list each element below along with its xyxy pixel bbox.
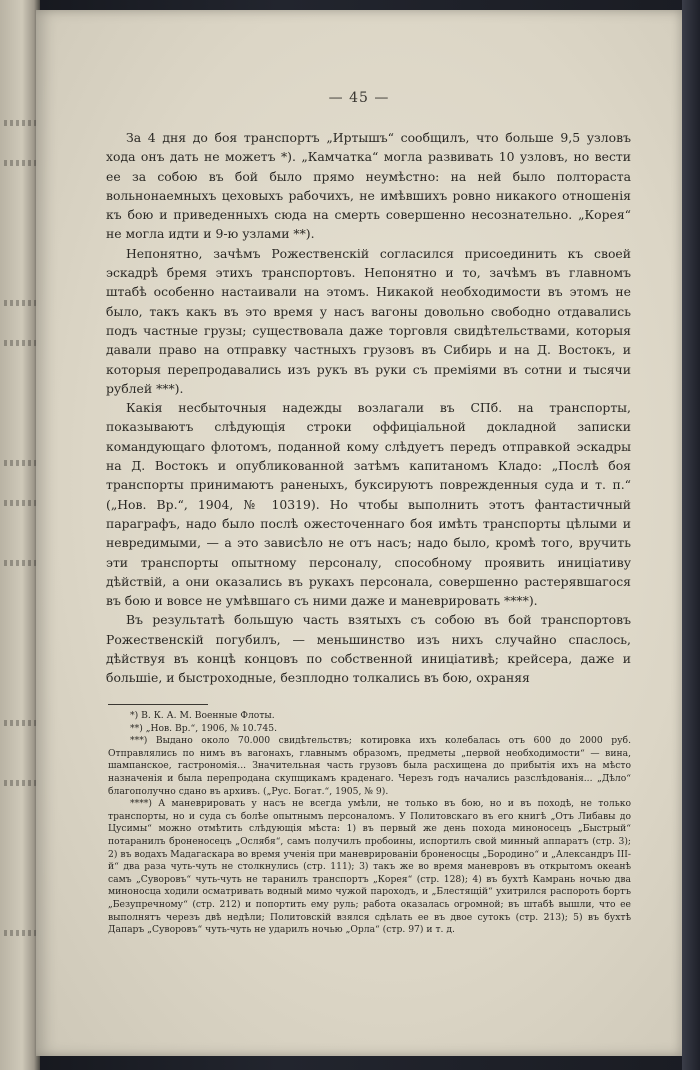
previous-page-text-fragment — [4, 720, 38, 726]
previous-page-text-fragment — [4, 460, 38, 466]
footnote-divider — [108, 704, 208, 705]
previous-page-text-fragment — [4, 780, 38, 786]
footnote: ****) А маневрировать у насъ не всегда умѣли, не только въ бою, но и въ походѣ, не только транспорты, но и суда съ болѣе опытнымъ персоналомъ. У Политовскаго въ его книгѣ „Отъ Либавы до Цусимы“ можно отмѣтить слѣдующія мѣста: 1) въ первый же день похода миноносецъ „Быстрый“ потаранилъ броненосецъ „Ослябя“, самъ получилъ пробоины, испортилъ свой минный аппаратъ (стр. 3); 2) въ водахъ Мадагаскара во время ученія при маневрированіи броненосцы „Бородино“ и „Александръ III-й“ два раза чуть-чуть не столкнулись (стр. 111); 3) такъ же во время маневровъ въ открытомъ океанѣ самъ „Суворовъ“ чуть-чуть не таранилъ транспортъ „Корея“ (стр. 128); 4) въ бухтѣ Камрань ночью два миноносца ходили осматривать водный мимо чужой пароходъ, и „Блестящій“ ухитрился распороть бортъ „Безупречному“ (стр. 212) и попортить ему руль; работа оказалась огромной; въ штабѣ вышли, что ее выполнятъ черезъ двѣ недѣли; Политовскій взялся сдѣлать ее въ двое сутокъ (стр. 213); 5) въ бухтѣ Дапаръ „Суворовъ“ чуть-чуть не ударилъ ночью „Орла“ (стр. 97) и т. д. — [108, 798, 631, 936]
previous-page-edge — [0, 0, 40, 1070]
main-text — [106, 128, 631, 688]
paragraph: Въ результатѣ большую часть взятыхъ съ собою въ бой транспортовъ Рожественскій погубилъ, — меньшинство изъ нихъ случайно спаслось, дѣйствуя въ концѣ концовъ по собственной иниціативѣ; крейсера, даже и большіе, и быстроходные, безплодно толкались въ бою, охраняя — [106, 612, 631, 686]
footnote: **) „Нов. Вр.“, 1906, № 10.745. — [130, 722, 278, 734]
book-spine — [682, 0, 700, 1070]
footnote: ***) Выдано около 70.000 свидѣтельствъ; котировка ихъ колебалась отъ 600 до 2000 руб. Отправлялись по нимъ въ вагонахъ, главнымъ образомъ, предметы „первой необходимости“ — вина, шампанское, гастрономія... Значительная часть грузовъ была расхищена до прибытія ихъ на мѣсто назначенія и была перепродана скупщикамъ краденаго. Черезъ годъ начались разслѣдованія... „Дѣло“ благополучно сдано въ архивъ. („Рус. Богат.“, 1905, № 9). — [108, 735, 631, 797]
footnote: *) В. К. А. М. Военные Флоты. — [130, 710, 275, 721]
previous-page-text-fragment — [4, 930, 38, 936]
previous-page-text-fragment — [4, 300, 38, 306]
previous-page-text-fragment — [4, 160, 38, 166]
page-number: — 45 — — [328, 90, 390, 106]
previous-page-text-fragment — [4, 500, 38, 506]
previous-page-text-fragment — [4, 340, 38, 346]
book-page — [36, 10, 682, 1056]
paragraph: Какія несбыточныя надежды возлагали въ СПб. на транспорты, показываютъ слѣдующія строки оффиціальной докладной записки командующаго флотомъ, поданной кому слѣдуетъ передъ отправкой эскадры на Д. Востокъ и опубликованной затѣмъ капитаномъ Кладо: „Послѣ боя транспорты принимаютъ раненыхъ, буксируютъ поврежденныя суда и т. п.“ („Нов. Вр.“, 1904, № 10319). Но чтобы выполнить этотъ фантастичный параграфъ, надо было послѣ ожесточеннаго боя имѣть транспорты цѣлыми и невредимыми, — а это зависѣло не отъ насъ; надо было, кромѣ того, вручить эти транспорты опытному персоналу, способному проявить иниціативу дѣйствій, а они оказались въ рукахъ персонала, совершенно растерявшагося въ бою и вовсе не умѣвшаго съ ними даже и маневрировать ****). — [106, 400, 631, 609]
paragraph: Непонятно, зачѣмъ Рожественскій согласился присоединить къ своей эскадрѣ бремя этихъ транспортовъ. Непонятно и то, зачѣмъ въ главномъ штабѣ особенно настаивали на этомъ. Никакой необходимости въ этомъ не было, такъ какъ въ это время у насъ вагоны довольно свободно отдавались подъ частные грузы; существовала даже торговля свидѣтельствами, которыя давали право на отправку частныхъ грузовъ въ Сибирь и на Д. Востокъ, и которыя перепродавались изъ рукъ въ руки съ преміями въ сотни и тысячи рублей ***). — [106, 245, 631, 396]
previous-page-text-fragment — [4, 120, 38, 126]
footnotes — [108, 710, 631, 937]
paragraph: За 4 дня до боя транспортъ „Иртышъ“ сообщилъ, что больше 9,5 узловъ хода онъ дать не можетъ *). „Камчатка“ могла развивать 10 узловъ, но вести ее за собою въ бой было прямо неумѣстно: на ней было полтораста вольнонаемныхъ цеховыхъ рабочихъ, не имѣвшихъ ровно никакого отношенія къ бою и приведенныхъ сюда на смерть совершенно несознательно. „Корея“ не могла идти и 9-ю узлами **). — [106, 130, 631, 242]
previous-page-text-fragment — [4, 560, 38, 566]
